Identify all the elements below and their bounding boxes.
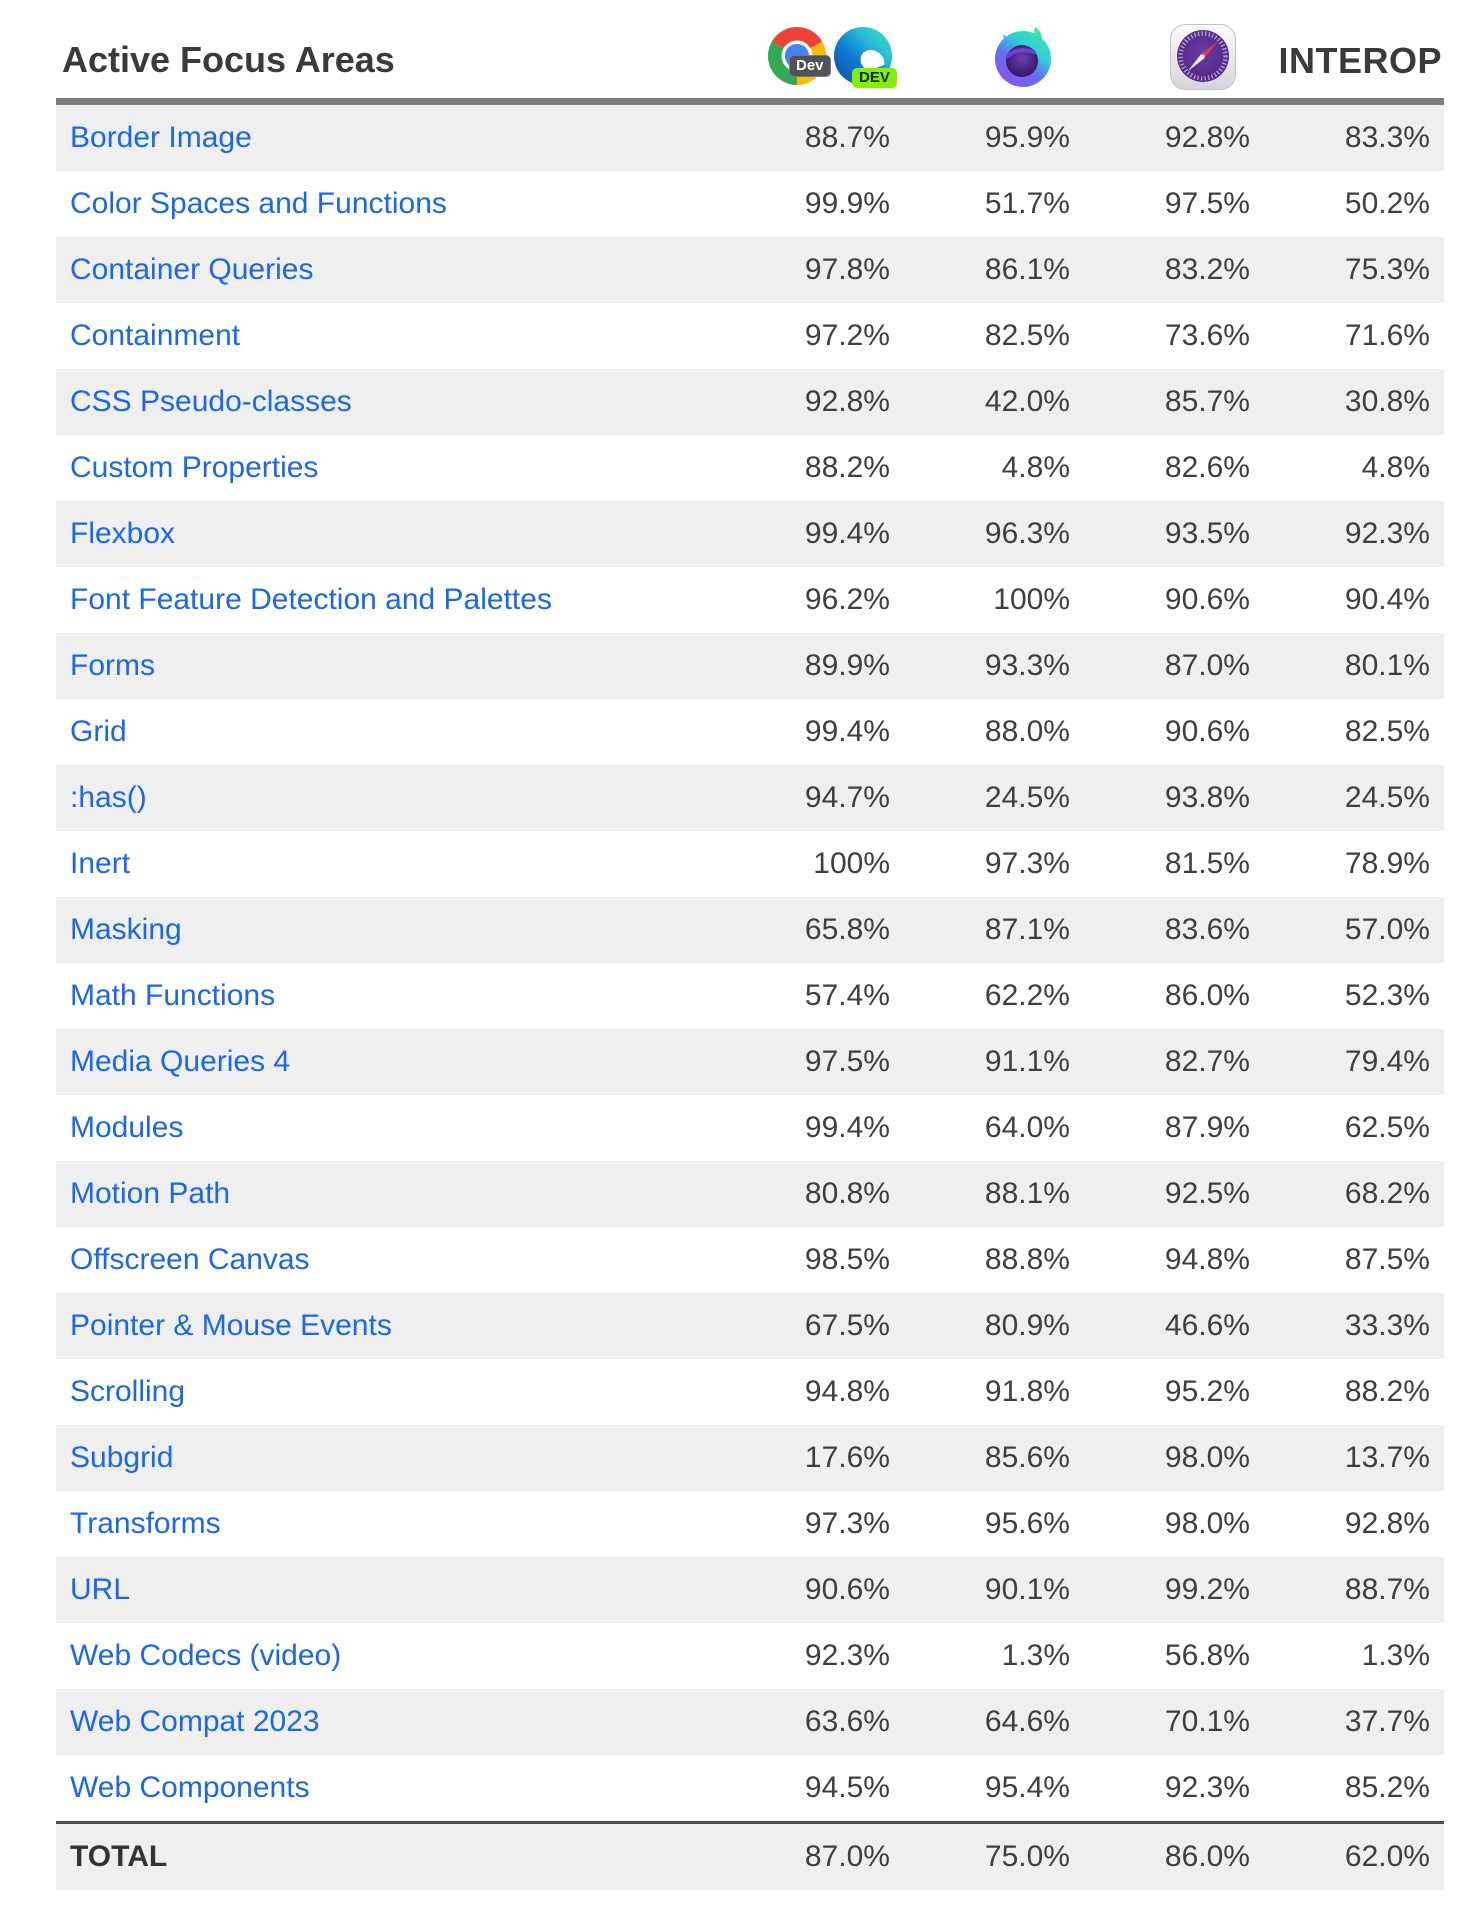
total-score-safari: 86.0%	[1084, 1823, 1264, 1891]
score-cell-chrome-edge: 94.5%	[804, 1771, 890, 1804]
table-row	[56, 1755, 1444, 1823]
focus-area-link[interactable]: Custom Properties	[70, 451, 319, 484]
score-cell-safari: 85.7%	[1164, 385, 1250, 418]
focus-area-cell	[56, 633, 724, 699]
score-cell-chrome-edge: 92.8%	[804, 385, 890, 418]
score-cell-firefox: 64.0%	[984, 1111, 1070, 1144]
table-row	[56, 1095, 1444, 1161]
score-cell-interop: 79.4%	[1344, 1045, 1430, 1078]
table-row	[56, 171, 1444, 237]
score-cell-interop: 52.3%	[1344, 979, 1430, 1012]
focus-area-cell	[56, 1491, 724, 1557]
focus-area-link[interactable]: Grid	[70, 715, 127, 748]
focus-area-link[interactable]: Modules	[70, 1111, 184, 1144]
table-row	[56, 1425, 1444, 1491]
score-cell-firefox: 93.3%	[984, 649, 1070, 682]
score-cell-safari: 90.6%	[1164, 583, 1250, 616]
focus-area-link[interactable]: CSS Pseudo-classes	[70, 385, 352, 418]
score-cell-safari: 87.0%	[1164, 649, 1250, 682]
score-cell-firefox: 95.9%	[984, 121, 1070, 154]
table-row	[56, 1161, 1444, 1227]
score-cell-chrome-edge: 94.8%	[804, 1375, 890, 1408]
focus-area-link[interactable]: Scrolling	[70, 1375, 186, 1408]
score-cell-interop: 1.3%	[1361, 1639, 1430, 1672]
focus-area-cell	[56, 1755, 724, 1823]
score-cell-safari: 92.3%	[1164, 1771, 1250, 1804]
focus-area-cell	[56, 765, 724, 831]
score-cell-safari: 70.1%	[1164, 1705, 1250, 1738]
focus-area-cell	[56, 1161, 724, 1227]
focus-area-link[interactable]: Container Queries	[70, 253, 314, 286]
score-cell-interop: 87.5%	[1344, 1243, 1430, 1276]
score-cell-chrome-edge: 63.6%	[804, 1705, 890, 1738]
focus-area-link[interactable]: Pointer & Mouse Events	[70, 1309, 392, 1342]
focus-area-link[interactable]: Masking	[70, 913, 182, 946]
score-cell-chrome-edge: 97.8%	[804, 253, 890, 286]
total-score-chrome-edge: 87.0%	[724, 1823, 904, 1891]
score-cell-interop: 24.5%	[1344, 781, 1430, 814]
score-cell-interop: 78.9%	[1344, 847, 1430, 880]
focus-area-link[interactable]: URL	[70, 1573, 131, 1606]
score-cell-interop: 71.6%	[1344, 319, 1430, 352]
focus-area-cell	[56, 1227, 724, 1293]
score-cell-safari: 95.2%	[1164, 1375, 1250, 1408]
score-cell-chrome-edge: 80.8%	[804, 1177, 890, 1210]
score-cell-interop: 85.2%	[1344, 1771, 1430, 1804]
score-cell-firefox: 97.3%	[984, 847, 1070, 880]
score-cell-interop: 88.7%	[1344, 1573, 1430, 1606]
focus-area-cell	[56, 1293, 724, 1359]
score-cell-interop: 83.3%	[1344, 121, 1430, 154]
table-row	[56, 1359, 1444, 1425]
edge-dev-badge: DEV	[852, 68, 897, 88]
score-cell-firefox: 51.7%	[984, 187, 1070, 220]
score-cell-safari: 56.8%	[1164, 1639, 1250, 1672]
table-row	[56, 1227, 1444, 1293]
score-cell-firefox: 1.3%	[1001, 1639, 1070, 1672]
score-cell-interop: 92.8%	[1344, 1507, 1430, 1540]
score-cell-chrome-edge: 94.7%	[804, 781, 890, 814]
table-row	[56, 102, 1444, 172]
score-cell-firefox: 24.5%	[984, 781, 1070, 814]
table-row	[56, 501, 1444, 567]
focus-area-cell	[56, 501, 724, 567]
score-cell-interop: 62.5%	[1344, 1111, 1430, 1144]
score-cell-safari: 98.0%	[1164, 1507, 1250, 1540]
table-row	[56, 1491, 1444, 1557]
score-cell-safari: 82.6%	[1164, 451, 1250, 484]
score-cell-firefox: 87.1%	[984, 913, 1070, 946]
table-row	[56, 1557, 1444, 1623]
score-cell-firefox: 91.1%	[984, 1045, 1070, 1078]
score-cell-safari: 99.2%	[1164, 1573, 1250, 1606]
table-row	[56, 237, 1444, 303]
score-cell-chrome-edge: 90.6%	[804, 1573, 890, 1606]
score-cell-chrome-edge: 99.4%	[804, 517, 890, 550]
score-cell-interop: 68.2%	[1344, 1177, 1430, 1210]
score-cell-firefox: 100%	[993, 583, 1070, 616]
score-cell-interop: 33.3%	[1344, 1309, 1430, 1342]
score-cell-safari: 98.0%	[1164, 1441, 1250, 1474]
focus-area-cell	[56, 1029, 724, 1095]
column-header-safari	[1084, 0, 1264, 102]
score-cell-safari: 92.8%	[1164, 121, 1250, 154]
score-cell-safari: 46.6%	[1164, 1309, 1250, 1342]
score-cell-chrome-edge: 99.9%	[804, 187, 890, 220]
focus-area-cell	[56, 369, 724, 435]
focus-area-link[interactable]: Motion Path	[70, 1177, 231, 1210]
table-row	[56, 1689, 1444, 1755]
score-cell-interop: 92.3%	[1344, 517, 1430, 550]
score-cell-chrome-edge: 92.3%	[804, 1639, 890, 1672]
score-cell-firefox: 95.4%	[984, 1771, 1070, 1804]
focus-area-cell	[56, 699, 724, 765]
table-row	[56, 633, 1444, 699]
score-cell-firefox: 64.6%	[984, 1705, 1070, 1738]
table-row	[56, 435, 1444, 501]
focus-area-link[interactable]: Transforms	[70, 1507, 221, 1540]
score-cell-safari: 86.0%	[1164, 979, 1250, 1012]
focus-area-link[interactable]: Web Compat 2023	[70, 1705, 320, 1738]
score-cell-interop: 88.2%	[1344, 1375, 1430, 1408]
focus-area-link[interactable]: Math Functions	[70, 979, 276, 1012]
table-row	[56, 963, 1444, 1029]
table-row	[56, 1623, 1444, 1689]
total-section	[56, 1823, 1444, 1891]
focus-area-cell	[56, 1425, 724, 1491]
focus-area-cell	[56, 237, 724, 303]
score-cell-chrome-edge: 88.2%	[804, 451, 890, 484]
score-cell-safari: 97.5%	[1164, 187, 1250, 220]
score-cell-firefox: 4.8%	[1001, 451, 1070, 484]
score-cell-interop: 82.5%	[1344, 715, 1430, 748]
score-cell-firefox: 88.8%	[984, 1243, 1070, 1276]
total-score-interop: 62.0%	[1264, 1823, 1444, 1891]
table-row	[56, 303, 1444, 369]
page-title: Active Focus Areas	[56, 0, 724, 102]
column-header-interop: INTEROP	[1264, 0, 1444, 102]
score-cell-firefox: 90.1%	[984, 1573, 1070, 1606]
score-cell-chrome-edge: 98.5%	[804, 1243, 890, 1276]
focus-area-link[interactable]: Flexbox	[70, 517, 176, 550]
score-cell-interop: 90.4%	[1344, 583, 1430, 616]
total-score-firefox: 75.0%	[904, 1823, 1084, 1891]
score-cell-safari: 94.8%	[1164, 1243, 1250, 1276]
total-row	[56, 1823, 1444, 1891]
safari-technology-preview-icon	[1170, 24, 1236, 90]
score-cell-chrome-edge: 88.7%	[804, 121, 890, 154]
score-cell-interop: 13.7%	[1344, 1441, 1430, 1474]
focus-area-cell	[56, 897, 724, 963]
score-cell-firefox: 95.6%	[984, 1507, 1070, 1540]
focus-area-link[interactable]: :has()	[70, 781, 147, 814]
focus-area-link[interactable]: Containment	[70, 319, 241, 352]
score-cell-firefox: 96.3%	[984, 517, 1070, 550]
score-cell-safari: 73.6%	[1164, 319, 1250, 352]
score-cell-chrome-edge: 97.3%	[804, 1507, 890, 1540]
focus-area-link[interactable]: Media Queries 4	[70, 1045, 291, 1078]
focus-area-link[interactable]: Font Feature Detection and Palettes	[70, 583, 552, 616]
score-cell-safari: 90.6%	[1164, 715, 1250, 748]
focus-area-link[interactable]: Web Components	[70, 1771, 310, 1804]
column-header-firefox	[904, 0, 1084, 102]
focus-area-cell	[56, 435, 724, 501]
focus-area-cell	[56, 303, 724, 369]
table-row	[56, 765, 1444, 831]
focus-area-cell	[56, 1359, 724, 1425]
score-cell-chrome-edge: 97.5%	[804, 1045, 890, 1078]
score-cell-safari: 93.5%	[1164, 517, 1250, 550]
score-cell-interop: 50.2%	[1344, 187, 1430, 220]
score-cell-chrome-edge: 65.8%	[804, 913, 890, 946]
score-cell-interop: 30.8%	[1344, 385, 1430, 418]
focus-area-link[interactable]: Border Image	[70, 121, 252, 154]
column-header-chrome-edge	[724, 0, 904, 102]
table-row	[56, 369, 1444, 435]
score-cell-chrome-edge: 17.6%	[804, 1441, 890, 1474]
score-cell-safari: 92.5%	[1164, 1177, 1250, 1210]
score-cell-firefox: 82.5%	[984, 319, 1070, 352]
score-cell-firefox: 88.0%	[984, 715, 1070, 748]
focus-area-cell	[56, 567, 724, 633]
chrome-edge-icon-group	[766, 24, 896, 88]
focus-area-cell	[56, 1095, 724, 1161]
focus-area-cell	[56, 1689, 724, 1755]
score-cell-safari: 93.8%	[1164, 781, 1250, 814]
focus-area-link[interactable]: Forms	[70, 649, 155, 682]
score-cell-chrome-edge: 99.4%	[804, 715, 890, 748]
score-cell-firefox: 80.9%	[984, 1309, 1070, 1342]
score-cell-firefox: 91.8%	[984, 1375, 1070, 1408]
score-cell-interop: 80.1%	[1344, 649, 1430, 682]
score-cell-interop: 75.3%	[1344, 253, 1430, 286]
score-cell-safari: 81.5%	[1164, 847, 1250, 880]
focus-area-cell	[56, 1557, 724, 1623]
score-cell-chrome-edge: 57.4%	[804, 979, 890, 1012]
score-cell-chrome-edge: 97.2%	[804, 319, 890, 352]
focus-area-link[interactable]: Inert	[70, 847, 131, 880]
score-cell-firefox: 42.0%	[984, 385, 1070, 418]
table-body	[56, 102, 1444, 1823]
table-row	[56, 897, 1444, 963]
score-cell-chrome-edge: 67.5%	[804, 1309, 890, 1342]
total-label: TOTAL	[56, 1823, 724, 1891]
chrome-dev-badge: Dev	[789, 55, 831, 77]
table-row	[56, 1029, 1444, 1095]
table-row	[56, 831, 1444, 897]
score-cell-interop: 57.0%	[1344, 913, 1430, 946]
score-cell-safari: 83.2%	[1164, 253, 1250, 286]
score-cell-firefox: 62.2%	[984, 979, 1070, 1012]
score-cell-safari: 87.9%	[1164, 1111, 1250, 1144]
score-cell-interop: 4.8%	[1361, 451, 1430, 484]
table-row	[56, 1293, 1444, 1359]
focus-area-cell	[56, 1623, 724, 1689]
score-cell-chrome-edge: 89.9%	[804, 649, 890, 682]
score-cell-safari: 83.6%	[1164, 913, 1250, 946]
focus-area-link[interactable]: Offscreen Canvas	[70, 1243, 310, 1276]
score-cell-chrome-edge: 99.4%	[804, 1111, 890, 1144]
score-cell-chrome-edge: 100%	[813, 847, 890, 880]
focus-area-link[interactable]: Color Spaces and Functions	[70, 187, 447, 220]
score-cell-interop: 37.7%	[1344, 1705, 1430, 1738]
firefox-nightly-icon	[991, 24, 1055, 88]
table-row	[56, 567, 1444, 633]
score-cell-firefox: 88.1%	[984, 1177, 1070, 1210]
focus-area-cell	[56, 831, 724, 897]
table-row	[56, 699, 1444, 765]
focus-area-link[interactable]: Web Codecs (video)	[70, 1639, 342, 1672]
focus-area-cell	[56, 102, 724, 172]
focus-area-cell	[56, 171, 724, 237]
score-cell-firefox: 85.6%	[984, 1441, 1070, 1474]
table-header-row	[56, 0, 1444, 102]
score-cell-firefox: 86.1%	[984, 253, 1070, 286]
focus-area-link[interactable]: Subgrid	[70, 1441, 174, 1474]
focus-area-cell	[56, 963, 724, 1029]
score-cell-safari: 82.7%	[1164, 1045, 1250, 1078]
score-cell-chrome-edge: 96.2%	[804, 583, 890, 616]
focus-areas-table	[56, 0, 1444, 1890]
